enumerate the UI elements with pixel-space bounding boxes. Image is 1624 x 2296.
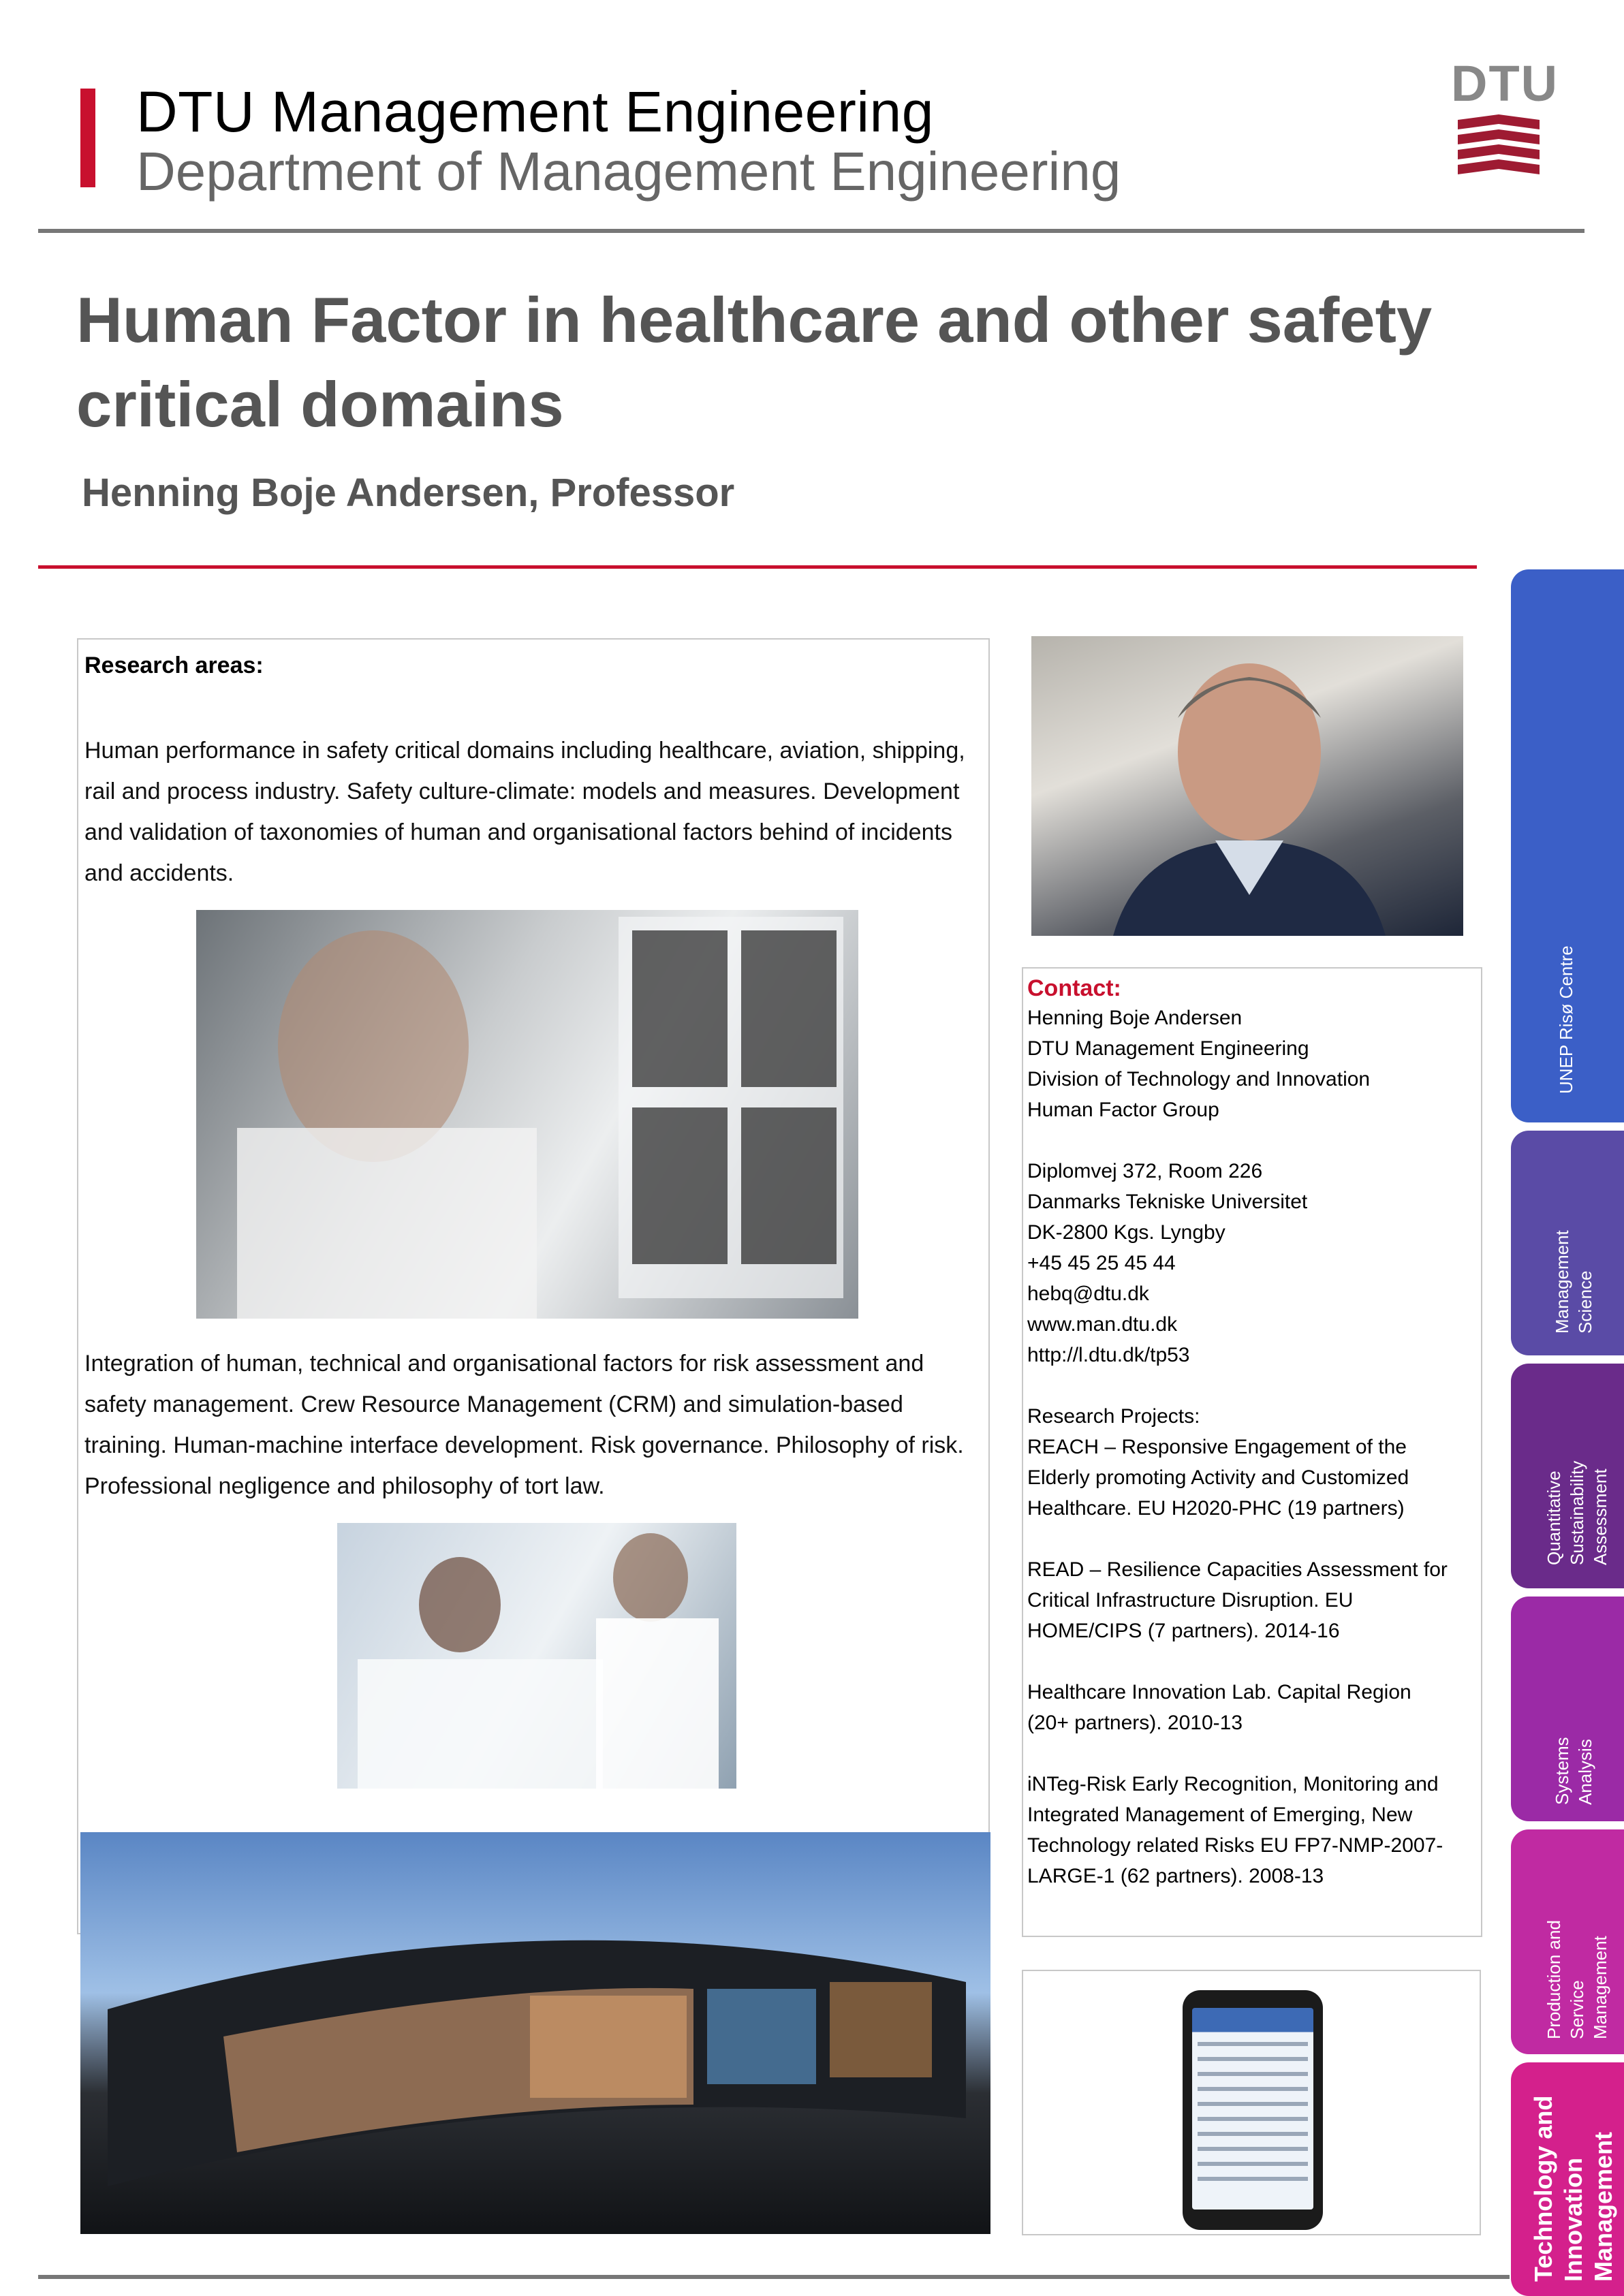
tab-systems-analysis[interactable]	[1511, 1597, 1624, 1821]
tab-label-line: Quantitative	[1544, 1471, 1564, 1565]
tab-management-science[interactable]	[1511, 1131, 1624, 1355]
tab-label	[1542, 1920, 1612, 2039]
research-areas-label: Research areas:	[84, 652, 264, 678]
contact-website-link[interactable]: www.man.dtu.dk	[1027, 1313, 1178, 1336]
page-title: Human Factor in healthcare and other safety critical domains	[76, 284, 1433, 440]
smartphone-app-image	[1183, 1990, 1323, 2230]
tab-label	[1555, 945, 1578, 1094]
research-paragraph-2: Integration of human, technical and organisational factors for risk assessment and safety management. Crew Resource Management (CRM) and simulation-based training. Human-machine interface development. Risk governance. Philosophy of risk. Professional negligence and philosophy of tort law.	[84, 1351, 964, 1499]
dtu-logo	[1451, 54, 1559, 184]
tab-label	[1550, 1230, 1597, 1334]
tab-label-line: Innovation	[1559, 2158, 1587, 2282]
project-line: Technology related Risks EU FP7-NMP-2007-	[1027, 1834, 1443, 1857]
project-line: iNTeg-Risk Early Recognition, Monitoring and	[1027, 1773, 1439, 1795]
tab-technology-and-innovation-management[interactable]	[1511, 2062, 1624, 2296]
contact-line: Human Factor Group	[1027, 1099, 1219, 1121]
header-red-bar	[80, 89, 95, 187]
tab-label-line: Service	[1567, 1980, 1587, 2039]
contact-line: DTU Management Engineering	[1027, 1037, 1309, 1060]
tab-label-line: Science	[1575, 1270, 1595, 1334]
tab-label-line: Assessment	[1590, 1468, 1610, 1565]
project-line: Integrated Management of Emerging, New	[1027, 1804, 1413, 1826]
tab-unep-riso-centre[interactable]	[1511, 569, 1624, 1122]
portrait-image-icon	[1031, 636, 1463, 936]
project-line: Healthcare Innovation Lab. Capital Region	[1027, 1681, 1411, 1703]
author-subtitle: Henning Boje Andersen, Professor	[82, 471, 735, 515]
tab-label-line: Management	[1552, 1230, 1572, 1334]
contact-line: DK-2800 Kgs. Lyngby	[1027, 1221, 1225, 1244]
contact-line: Diplomvej 372, Room 226	[1027, 1160, 1263, 1182]
phone-list-icon	[1192, 2008, 1313, 2209]
phone-screen-icon	[1192, 2008, 1313, 2209]
project-line: Critical Infrastructure Disruption. EU	[1027, 1589, 1354, 1611]
header-divider	[38, 229, 1584, 233]
tab-label-line: UNEP Risø Centre	[1556, 945, 1576, 1094]
research-paragraph-1: Human performance in safety critical domains including healthcare, aviation, shipping, rail and process industry. Safety culture-climate: models and measures. Development and validation of taxonomies of human and organisational factors behind of incidents and accidents.	[84, 738, 965, 886]
hospital-bedside-photo	[337, 1523, 736, 1789]
tab-label-line: Sustainability	[1567, 1460, 1587, 1565]
project-line: HOME/CIPS (7 partners). 2014-16	[1027, 1620, 1340, 1642]
contact-short-link[interactable]: http://l.dtu.dk/tp53	[1027, 1344, 1190, 1366]
dtu-logo-text: DTU	[1451, 55, 1559, 112]
contact-label: Contact:	[1027, 975, 1121, 1001]
contact-email[interactable]: hebq@dtu.dk	[1027, 1283, 1149, 1305]
tab-label-line: Systems	[1552, 1737, 1572, 1805]
tab-label-line: Production and	[1544, 1920, 1564, 2039]
tab-label	[1550, 1737, 1597, 1805]
tab-label-line: Management	[1590, 1936, 1610, 2039]
hospital-photo-image-icon	[337, 1523, 736, 1789]
tab-label-line: Analysis	[1575, 1739, 1595, 1805]
title-divider	[38, 565, 1477, 569]
footer-divider	[38, 2275, 1510, 2279]
professor-portrait-photo	[1031, 636, 1463, 936]
tab-label-line: Management	[1589, 2131, 1617, 2282]
project-line: Healthcare. EU H2020-PHC (19 partners)	[1027, 1497, 1405, 1520]
tab-label-line: Technology and	[1529, 2095, 1557, 2282]
header-department-subtitle: Department of Management Engineering	[136, 141, 1121, 202]
xray-photo-image-icon	[196, 910, 858, 1319]
contact-phone: +45 45 25 45 44	[1027, 1252, 1176, 1274]
tab-quantitative-sustainability-assessment[interactable]	[1511, 1364, 1624, 1588]
contact-line: Division of Technology and Innovation	[1027, 1068, 1371, 1090]
project-line: READ – Resilience Capacities Assessment for	[1027, 1558, 1448, 1581]
project-line: (20+ partners). 2010-13	[1027, 1712, 1243, 1734]
contact-line: Henning Boje Andersen	[1027, 1007, 1243, 1029]
dtu-logo-waves-icon	[1451, 114, 1546, 183]
tab-label	[1542, 1461, 1612, 1565]
project-line: Elderly promoting Activity and Customized	[1027, 1466, 1409, 1489]
research-projects-heading: Research Projects:	[1027, 1405, 1200, 1428]
cockpit-photo-image-icon	[80, 1832, 990, 2234]
project-line: REACH – Responsive Engagement of the	[1027, 1436, 1407, 1458]
header-department-name: DTU Management Engineering	[136, 80, 934, 144]
project-line: LARGE-1 (62 partners). 2008-13	[1027, 1865, 1324, 1887]
tab-production-and-service-management[interactable]	[1511, 1829, 1624, 2054]
tab-label-active	[1529, 2096, 1619, 2282]
xray-review-photo	[196, 910, 858, 1319]
cockpit-display-photo	[80, 1832, 990, 2234]
contact-line: Danmarks Tekniske Universitet	[1027, 1191, 1308, 1213]
